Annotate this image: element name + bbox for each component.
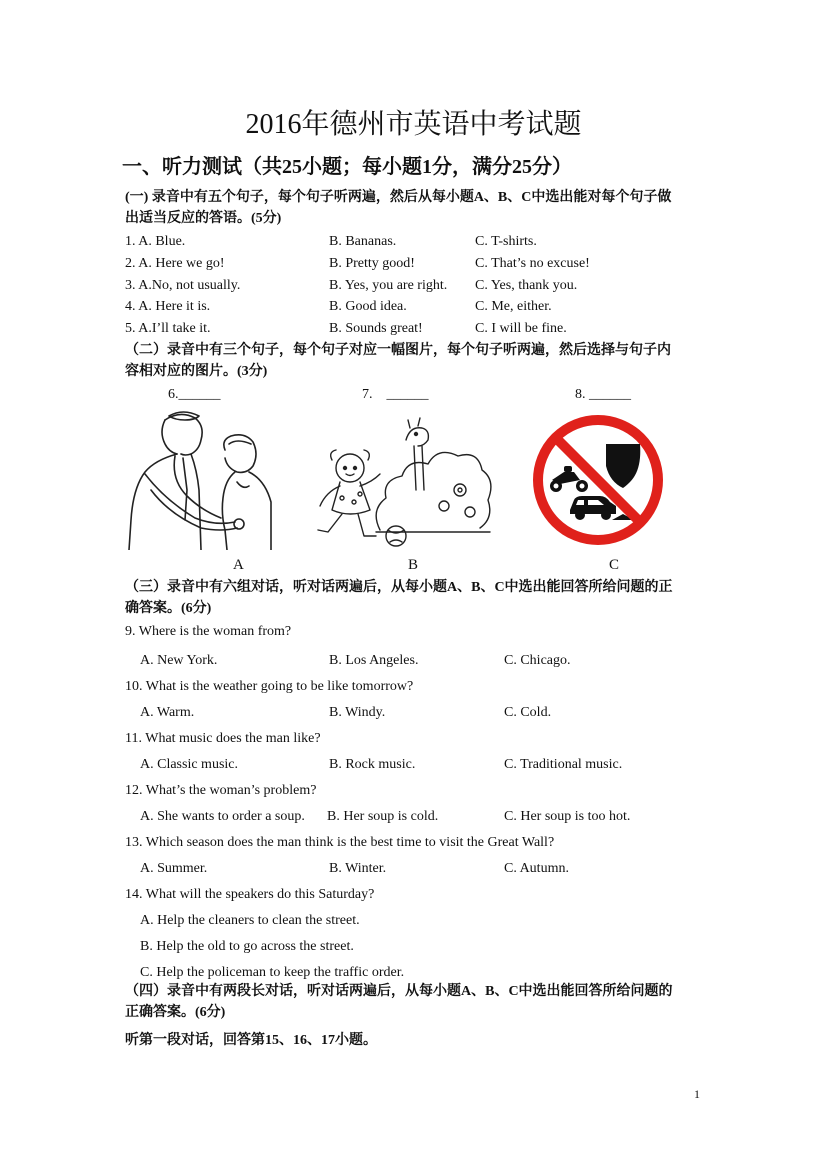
question-14-option-b: B. Help the old to go across the street. — [140, 939, 354, 954]
part3-instruction-line1: （三）录音中有六组对话，听对话两遍后，从每小题A、B、C中选出能回答所给问题的正 — [125, 580, 673, 595]
question-10: 10. What is the weather going to be like tomorrow? — [125, 679, 414, 694]
picture-label-b: B — [408, 557, 419, 573]
item-2-option-c: C. That’s no excuse! — [475, 256, 590, 271]
part2-instruction-line1: （二）录音中有三个句子，每个句子对应一幅图片，每个句子听两遍，然后选择与句子内 — [125, 343, 671, 358]
picture-b-child-playing — [310, 410, 495, 550]
item-2-option-b: B. Pretty good! — [329, 256, 415, 271]
part2-instruction-line2: 容相对应的图片。(3分) — [125, 364, 268, 379]
picture-label-c: C — [609, 557, 620, 573]
item-2-option-a: 2. A. Here we go! — [125, 256, 225, 271]
picture-a-doctor — [125, 410, 273, 550]
section-heading-listening: 一、听力测试（共25小题；每小题1分，满分25分） — [122, 156, 572, 178]
question-10-option-c: C. Cold. — [504, 705, 552, 720]
picture-label-a: A — [233, 557, 244, 573]
item-5-option-a: 5. A.I’ll take it. — [125, 321, 211, 336]
picture-c-no-drink-driving-sign — [530, 410, 666, 550]
question-9-option-a: A. New York. — [140, 653, 218, 668]
item-1-option-b: B. Bananas. — [329, 234, 397, 249]
item-3-option-a: 3. A.No, not usually. — [125, 278, 241, 293]
question-14-option-c: C. Help the policeman to keep the traffic order. — [140, 965, 405, 980]
part1-instruction-line2: 出适当反应的答语。(5分) — [125, 211, 282, 226]
item-1-option-a: 1. A. Blue. — [125, 234, 186, 249]
item-4-option-b: B. Good idea. — [329, 299, 407, 314]
question-14-option-a: A. Help the cleaners to clean the street. — [140, 913, 360, 928]
question-12: 12. What’s the woman’s problem? — [125, 783, 317, 798]
question-11-option-b: B. Rock music. — [329, 757, 416, 772]
blank-6: 6.______ — [168, 387, 221, 402]
question-12-option-a: A. She wants to order a soup. — [140, 809, 305, 824]
question-10-option-a: A. Warm. — [140, 705, 195, 720]
blank-8: 8. ______ — [575, 387, 631, 402]
question-11: 11. What music does the man like? — [125, 731, 321, 746]
blank-7: 7. ______ — [362, 387, 429, 402]
item-3-option-c: C. Yes, thank you. — [475, 278, 578, 293]
item-4-option-c: C. Me, either. — [475, 299, 552, 314]
question-9-option-c: C. Chicago. — [504, 653, 571, 668]
part1-instruction-line1: (一) 录音中有五个句子，每个句子听两遍，然后从每小题A、B、C中选出能对每个句子做 — [125, 190, 672, 205]
part4-instruction-line2: 正确答案。(6分) — [125, 1005, 226, 1020]
page-number: 1 — [694, 1087, 700, 1101]
item-5-option-c: C. I will be fine. — [475, 321, 567, 336]
question-11-option-a: A. Classic music. — [140, 757, 238, 772]
item-5-option-b: B. Sounds great! — [329, 321, 423, 336]
question-13: 13. Which season does the man think is the best time to visit the Great Wall? — [125, 835, 555, 850]
item-1-option-c: C. T-shirts. — [475, 234, 537, 249]
part3-instruction-line2: 确答案。(6分) — [125, 601, 212, 616]
question-14: 14. What will the speakers do this Saturday? — [125, 887, 375, 902]
question-13-option-c: C. Autumn. — [504, 861, 569, 876]
item-4-option-a: 4. A. Here it is. — [125, 299, 211, 314]
exam-title: 2016年德州市英语中考试题 — [245, 109, 582, 140]
question-9-option-b: B. Los Angeles. — [329, 653, 419, 668]
question-11-option-c: C. Traditional music. — [504, 757, 623, 772]
question-12-option-c: C. Her soup is too hot. — [504, 809, 631, 824]
item-3-option-b: B. Yes, you are right. — [329, 278, 448, 293]
question-13-option-a: A. Summer. — [140, 861, 208, 876]
question-9: 9. Where is the woman from? — [125, 624, 292, 639]
question-13-option-b: B. Winter. — [329, 861, 387, 876]
part4-instruction-line1: （四）录音中有两段长对话，听对话两遍后，从每小题A、B、C中选出能回答所给问题的 — [125, 984, 673, 999]
part4-sub-instruction: 听第一段对话，回答第15、16、17小题。 — [125, 1033, 377, 1048]
question-10-option-b: B. Windy. — [329, 705, 386, 720]
question-12-option-b: B. Her soup is cold. — [327, 809, 439, 824]
